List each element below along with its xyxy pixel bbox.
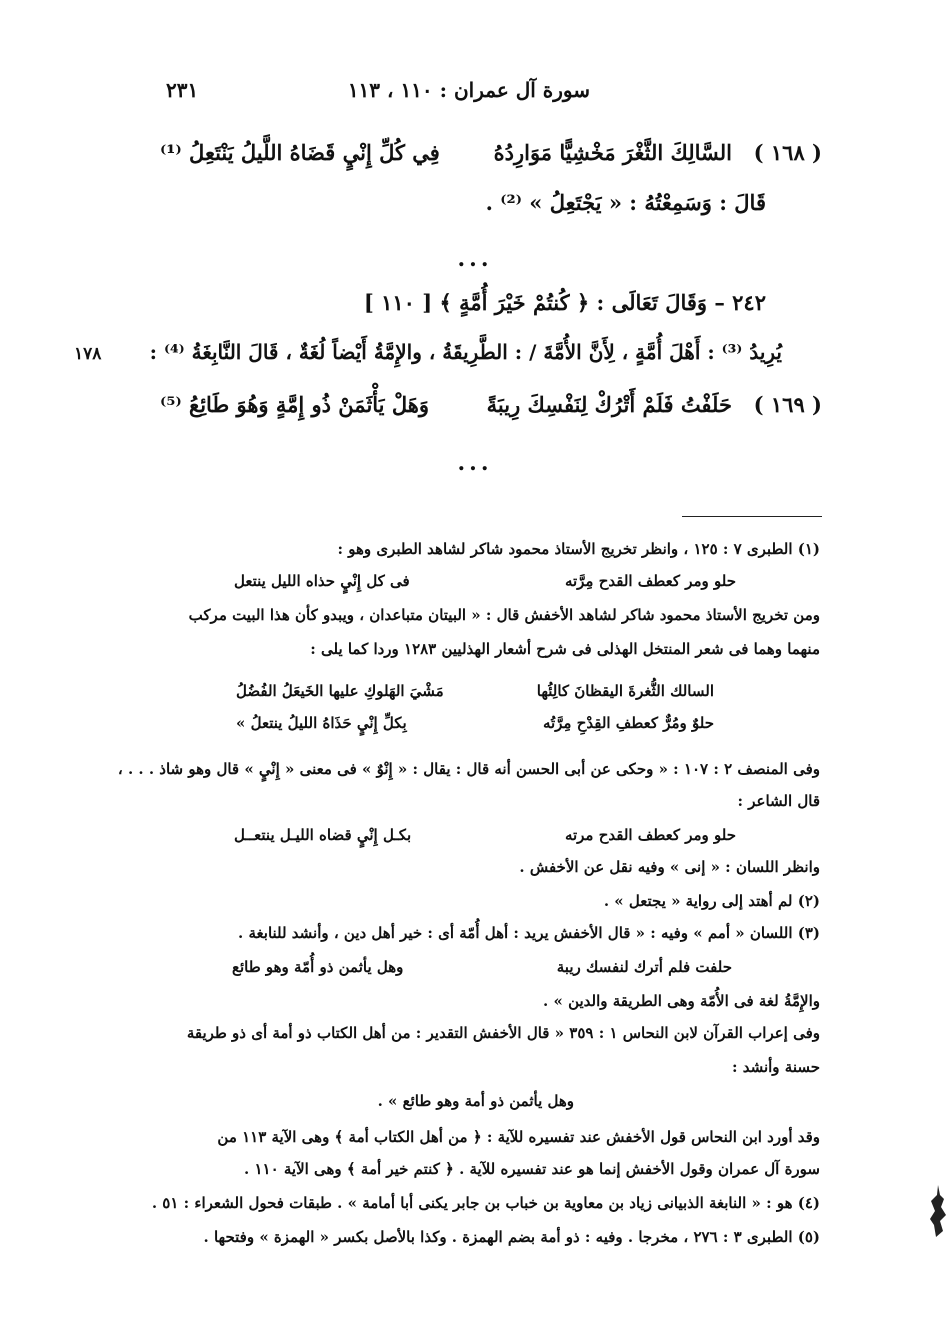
verse-second-hemistich: فِي كُلِّ إِنْيٍ قَضَاهُ اللَّيلُ يَنْتَعِلُ ⁽¹⁾	[160, 140, 440, 165]
verse-169	[0, 392, 946, 428]
footnote-line: وقد أورد ابن النحاس قول الأخفش عند تفسيره للآية : ﴿ من أهل الكتاب أمة ﴾ وهى الآية ١١٣ من	[217, 1128, 820, 1146]
footnote-verse	[0, 682, 946, 706]
page-number: ٢٣١	[166, 78, 199, 102]
scan-blot	[928, 1185, 946, 1237]
note-line: قَالَ : وَسَمِعْتُهُ : « يَجْتَعِلُ » ⁽²⁾ .	[485, 190, 766, 215]
footnote-line: سورة آل عمران وقول الأخفش إنما هو عند تفسيره للآية . ﴿ كنتم خير أمة ﴾ وهى الآية ١١٠ .	[244, 1160, 820, 1178]
hemistich: حلفت فلم أترك لنفسك ريبة	[556, 958, 732, 976]
footnote-verse: وهل يأثمن ذو أمة وهو طائع » .	[377, 1092, 574, 1110]
footnote-line: حسنة وأنشد :	[731, 1058, 820, 1076]
quran-verse-heading: ٢٤٢ – وَقَالَ تَعَالَى : ﴿ كُنتُمْ خَيْرَ أُمَّةٍ ﴾ [ ١١٠ ]	[363, 290, 766, 315]
page-header	[150, 78, 590, 108]
running-title: سورة آل عمران : ١١٠ ، ١١٣	[347, 78, 590, 102]
footnote-verse	[0, 826, 946, 850]
hemistich: وهل يأثمن ذو أُمّة وهو طائع	[232, 958, 404, 976]
margin-page-number: ١٧٨	[74, 344, 102, 364]
verse-168	[0, 140, 946, 176]
hemistich: حلو ومر كعطف القدح مِرَّته	[564, 572, 736, 590]
footnote-2: (٢) لم أهتد إلى رواية « يجتعل » .	[603, 892, 820, 910]
footnote-line: منهما وهما فى شعر المنتخل الهذلى فى شرح أشعار الهذليين ١٢٨٣ وردا كما يلى :	[310, 640, 820, 658]
hemistich: السالك الثُّغرةَ اليقظانَ كالِئُها	[536, 682, 714, 700]
hemistich: مَشْيَ الهَلوكِ عليها الخَيعَلُ الفُضُلُ	[236, 682, 444, 700]
verse-number: ( ١٦٨ )	[753, 140, 822, 165]
footnote-verse	[0, 714, 946, 738]
footnote-line: ومن تخريج الأستاذ محمود شاكر لشاهد الأخفش قال : « البيتان متباعدان ، ويبدو كأن هذا البيت مركب	[188, 606, 820, 624]
hemistich: حلوٌ ومُرٌّ كعطفِ القِدْحِ مِرَّتُه	[542, 714, 714, 732]
verse-second-hemistich: وَهَلْ يَأْثَمَنْ ذُو إِمَّةٍ وَهُوَ طَائِعُ ⁽⁵⁾	[160, 392, 429, 417]
separator: ...	[457, 246, 493, 272]
verse-first-hemistich: حَلَفْتُ فَلَمْ أَتْرُكْ لِنَفْسِكَ رِيبَةً	[486, 392, 732, 417]
footnote-4: (٤) هو : « النابغة الذبيانى زياد بن معاوية بن خباب بن جابر يكنى أبا أمامة » . طبقات فحول الشعراء : ٥١ .	[151, 1194, 820, 1212]
hemistich: بكـل إِنْيٍ قضاه الليـل ينتعــل	[234, 826, 412, 844]
footnote-line: وانظر اللسان : « إنى » وفيه نقل عن الأخفش .	[519, 858, 820, 876]
footnote-3: (٣) اللسان « أمم » وفيه : « قال الأخفش يريد : أهل أُمّة أى : خير أهل دين ، وأنشد للنابغة .	[238, 924, 820, 942]
footnote-1: (١) الطبرى ٧ : ١٢٥ ، وانظر تخريج الأستاذ محمود شاكر لشاهد الطبرى وهو :	[337, 540, 820, 558]
footnote-line: وفى إعراب القرآن لابن النحاس ١ : ٣٥٩ « قال الأخفش التقدير : من أهل الكتاب ذو أمة أى ذو طريقة	[186, 1024, 820, 1042]
footnote-verse	[0, 572, 946, 596]
separator: ...	[457, 450, 493, 476]
footnote-rule	[682, 516, 822, 517]
verse-first-hemistich: السَّالِكَ الثَّغْرَ مَخْشِيًّا مَوَارِدُهُ	[493, 140, 732, 165]
commentary-line: يُرِيدُ ⁽³⁾ : أَهْلَ أُمَّةٍ ، لِأَنَّ الأُمَّةَ / : الطَّرِيقَةُ ، والإِمَّةُ أَيْضاً لُغَةٌ ، قَالَ النَّابِغَةُ ⁽⁴⁾ :	[149, 340, 782, 364]
footnote-line: قال الشاعر :	[737, 792, 820, 810]
footnote-line: وفى المنصف ٢ : ١٠٧ : « وحكى عن أبى الحسن أنه قال : يقال : « إِنْوٌ » فى معنى « إِنْيٍ » قال وهو شاذ . . . ،	[117, 760, 820, 778]
footnote-5: (٥) الطبرى ٣ : ٢٧٦ ، مخرجا . وفيه : ذو أمة بضم الهمزة . وكذا بالأصل بكسر « الهمزة » وفتحها .	[203, 1228, 820, 1246]
hemistich: بِكلِّ إِنْيٍ حَذَاهُ الليلُ ينتعلُ »	[236, 714, 407, 732]
footnote-verse	[0, 958, 946, 982]
hemistich: حلو ومر كعطف القدح مرته	[564, 826, 736, 844]
hemistich: فى كل إِنْيٍ حذاه الليل ينتعل	[234, 572, 410, 590]
footnote-line: والإِمَّةُ لغة فى الأُمّة وهى الطريقة والدين » .	[543, 992, 820, 1010]
verse-number: ( ١٦٩ )	[753, 392, 822, 417]
